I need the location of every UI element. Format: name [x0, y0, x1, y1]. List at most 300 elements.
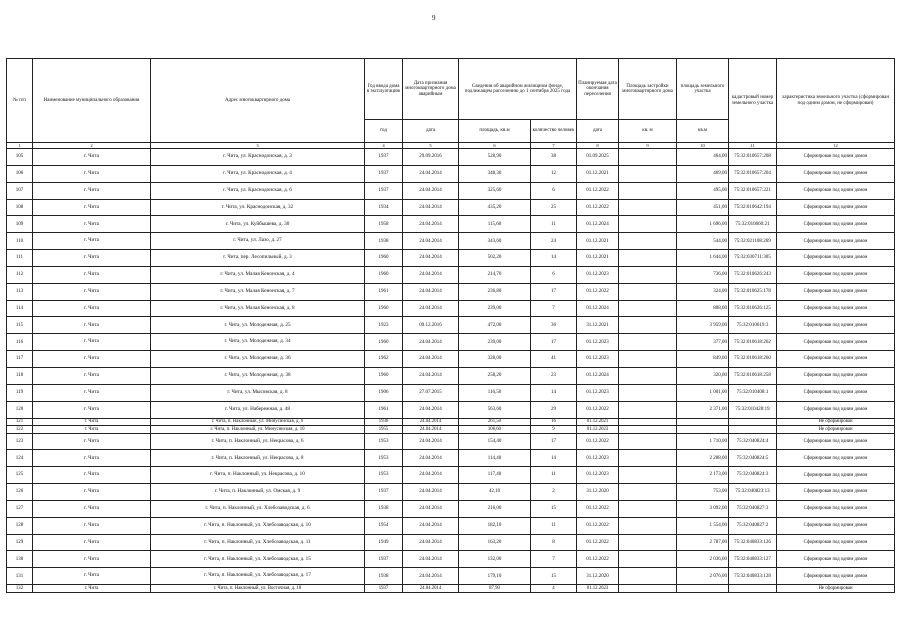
row-date-emergency: 24.04.2014	[403, 351, 459, 368]
row-people: 9	[531, 426, 577, 434]
row-plan-date: 01.12.2022	[577, 534, 619, 551]
table-row	[7, 216, 895, 233]
row-address: г. Чита, п. Наклонный, ул. Хлебозаводская, д. 10	[151, 517, 365, 534]
row-building-area	[619, 367, 677, 384]
row-characteristic: Не сформирован	[777, 418, 895, 426]
row-land-area: 849,00	[677, 351, 729, 368]
row-land-area: 1 696,00	[677, 216, 729, 233]
row-area: 114,40	[459, 450, 531, 467]
row-building-area	[619, 334, 677, 351]
row-address: г. Чита, ул. Молодежная, д. 38	[151, 367, 365, 384]
row-cadastral: 75:32:010618:260	[729, 351, 777, 368]
row-address: г. Чита, п. Наклонный, ул. Хлебозаводская, д. 6	[151, 500, 365, 517]
row-municipality: г. Чита	[33, 450, 151, 467]
table-row	[7, 351, 895, 368]
row-area: 563,60	[459, 401, 531, 418]
row-area: 239,00	[459, 300, 531, 317]
row-characteristic: Сформирован под одним домом	[777, 165, 895, 182]
row-plan-date: 01.12.2022	[577, 401, 619, 418]
row-date-emergency: 24.04.2014	[403, 433, 459, 450]
row-date-emergency: 24.04.2014	[403, 450, 459, 467]
row-building-area	[619, 426, 677, 434]
row-year-built: 1937	[365, 149, 403, 166]
row-year-built: 1960	[365, 367, 403, 384]
row-cadastral: 75:32:010625:178	[729, 283, 777, 300]
row-plan-date: 01.12.2021	[577, 418, 619, 426]
row-people: 14	[531, 450, 577, 467]
table-row	[7, 250, 895, 267]
column-number: 7	[531, 143, 577, 149]
row-land-area: 1 644,00	[677, 250, 729, 267]
row-date-emergency: 27.07.2015	[403, 384, 459, 401]
column-number: 10	[677, 143, 729, 149]
row-characteristic: Не сформирован	[777, 585, 895, 593]
row-characteristic: Сформирован под одним домом	[777, 568, 895, 585]
row-area: 261,50	[459, 418, 531, 426]
row-year-built: 1937	[365, 165, 403, 182]
header-address: Адрес многоквартирного дома	[151, 59, 365, 143]
row-municipality: г. Чита	[33, 351, 151, 368]
row-number: 107	[7, 182, 33, 199]
row-people: 7	[531, 551, 577, 568]
header-building-area: Площадь застройки многоквартирного дома	[619, 59, 677, 120]
row-people: 24	[531, 233, 577, 250]
row-year-built: 1961	[365, 283, 403, 300]
row-building-area	[619, 182, 677, 199]
row-land-area: 469,00	[677, 165, 729, 182]
row-plan-date: 01.12.2023	[577, 266, 619, 283]
row-date-emergency: 24.04.2014	[403, 401, 459, 418]
row-year-built: 1937	[365, 585, 403, 593]
row-address: г. Чита, ул. Малая Кенонская, д. 7	[151, 283, 365, 300]
column-number: 5	[403, 143, 459, 149]
page-number: 9	[432, 14, 436, 22]
row-date-emergency: 24.04.2014	[403, 534, 459, 551]
row-number: 109	[7, 216, 33, 233]
row-land-area: 736,00	[677, 266, 729, 283]
row-building-area	[619, 384, 677, 401]
row-municipality: г. Чита	[33, 401, 151, 418]
row-municipality: г. Чита	[33, 534, 151, 551]
column-number: 8	[577, 143, 619, 149]
row-area: 154,40	[459, 433, 531, 450]
row-characteristic: Сформирован под одним домом	[777, 300, 895, 317]
row-year-built: 1953	[365, 450, 403, 467]
table-row	[7, 484, 895, 501]
row-building-area	[619, 266, 677, 283]
row-municipality: г. Чита	[33, 182, 151, 199]
row-plan-date: 01.09.2025	[577, 149, 619, 166]
header-municipality: Наименование муниципального образования	[33, 59, 151, 143]
row-address: г. Чита, ул. Молодежная, д. 34	[151, 334, 365, 351]
row-area: 258,20	[459, 367, 531, 384]
row-plan-date: 01.12.2023	[577, 426, 619, 434]
row-building-area	[619, 534, 677, 551]
row-characteristic: Сформирован под одним домом	[777, 233, 895, 250]
row-people: 17	[531, 334, 577, 351]
table-row	[7, 568, 895, 585]
row-plan-date: 01.12.2022	[577, 182, 619, 199]
header-planned-date: Планируемая дата окончания переселения	[577, 59, 619, 120]
row-address: г. Чита, ул. Малая Кенонская, д. 8	[151, 300, 365, 317]
row-year-built: 1953	[365, 433, 403, 450]
row-people: 11	[531, 517, 577, 534]
row-people: 6	[531, 266, 577, 283]
table-row	[7, 165, 895, 182]
row-number: 117	[7, 351, 33, 368]
header-characteristic: характеристика земельного участка (сформирован под одним домом, не сформирован)	[777, 59, 895, 143]
row-land-area: 2 036,00	[677, 551, 729, 568]
subheader-plan-date: дата	[577, 120, 619, 143]
table-row	[7, 534, 895, 551]
row-building-area	[619, 199, 677, 216]
row-area: 343,60	[459, 233, 531, 250]
subheader-year: год	[365, 120, 403, 143]
row-land-area: 320,00	[677, 367, 729, 384]
row-land-area: 753,00	[677, 484, 729, 501]
row-people: 6	[531, 182, 577, 199]
row-address: г. Чита, п. Наклонный, ул. Хлебозаводская, д. 11	[151, 534, 365, 551]
row-address: г. Чита, п. Наклонный, ул. Минусинская, д. 6	[151, 418, 365, 426]
row-number: 110	[7, 233, 33, 250]
column-number: 2	[33, 143, 151, 149]
table-row	[7, 585, 895, 593]
subheader-people: количество человек	[531, 120, 577, 143]
row-people: 2	[531, 484, 577, 501]
row-area: 214,70	[459, 266, 531, 283]
row-plan-date: 01.12.2024	[577, 367, 619, 384]
row-number: 106	[7, 165, 33, 182]
column-number: 11	[729, 143, 777, 149]
row-year-built: 1938	[365, 568, 403, 585]
row-characteristic: Сформирован под одним домом	[777, 149, 895, 166]
row-area: 42,10	[459, 484, 531, 501]
row-people: 36	[531, 317, 577, 334]
subheader-sqm-land: кв.м	[677, 120, 729, 143]
row-municipality: г. Чита	[33, 149, 151, 166]
row-municipality: г. Чита	[33, 216, 151, 233]
row-building-area	[619, 401, 677, 418]
row-cadastral	[729, 418, 777, 426]
row-municipality: г. Чита	[33, 433, 151, 450]
row-people: 15	[531, 568, 577, 585]
row-municipality: г. Чита	[33, 551, 151, 568]
row-building-area	[619, 351, 677, 368]
row-plan-date: 01.12.2023	[577, 384, 619, 401]
row-number: 127	[7, 500, 33, 517]
row-municipality: г. Чита	[33, 283, 151, 300]
row-people: 17	[531, 283, 577, 300]
row-plan-date: 01.12.2023	[577, 450, 619, 467]
table-row	[7, 266, 895, 283]
row-date-emergency: 24.04.2014	[403, 250, 459, 267]
row-address: г. Чита, пер. Лесопильный, д. 3	[151, 250, 365, 267]
row-address: г. Чита, ул. Молодежная, д. 25	[151, 317, 365, 334]
row-number: 132	[7, 585, 33, 593]
row-date-emergency: 24.04.2014	[403, 500, 459, 517]
row-characteristic: Сформирован под одним домом	[777, 467, 895, 484]
row-municipality: г. Чита	[33, 418, 151, 426]
row-date-emergency: 24.04.2014	[403, 182, 459, 199]
row-year-built: 1934	[365, 199, 403, 216]
row-people: 23	[531, 367, 577, 384]
row-area: 117,40	[459, 467, 531, 484]
row-cadastral: 75:32:040833:128	[729, 568, 777, 585]
row-year-built: 1936	[365, 418, 403, 426]
row-municipality: г. Чита	[33, 384, 151, 401]
row-year-built: 1938	[365, 500, 403, 517]
row-plan-date: 01.12.2021	[577, 250, 619, 267]
row-date-emergency: 24.04.2014	[403, 199, 459, 216]
row-land-area: 2 173,00	[677, 467, 729, 484]
row-cadastral: 75:32:040824:4	[729, 433, 777, 450]
row-building-area	[619, 585, 677, 593]
row-address: г. Чита, ул. Мысовская, д. 8	[151, 384, 365, 401]
row-area: 216,00	[459, 500, 531, 517]
row-cadastral: 75:32:040827:3	[729, 500, 777, 517]
row-year-built: 1961	[365, 401, 403, 418]
row-address: г. Чита, ул. Лазо, д. 27	[151, 233, 365, 250]
row-plan-date: 01.12.2022	[577, 283, 619, 300]
row-characteristic: Сформирован под одним домом	[777, 199, 895, 216]
row-municipality: г. Чита	[33, 484, 151, 501]
row-characteristic: Сформирован под одним домом	[777, 517, 895, 534]
row-building-area	[619, 233, 677, 250]
row-cadastral: 75:32:040824:3	[729, 467, 777, 484]
row-plan-date: 31.12.2020	[577, 484, 619, 501]
row-area: 182,10	[459, 517, 531, 534]
row-year-built: 1960	[365, 334, 403, 351]
column-number: 6	[459, 143, 531, 149]
row-land-area: 324,00	[677, 283, 729, 300]
row-year-built: 1938	[365, 233, 403, 250]
row-characteristic: Сформирован под одним домом	[777, 384, 895, 401]
row-municipality: г. Чита	[33, 266, 151, 283]
row-characteristic: Сформирован под одним домом	[777, 551, 895, 568]
header-num: № п/п	[7, 59, 33, 143]
row-land-area: 1 554,00	[677, 517, 729, 534]
row-municipality: г. Чита	[33, 250, 151, 267]
row-people: 11	[531, 216, 577, 233]
row-building-area	[619, 216, 677, 233]
row-people: 8	[531, 534, 577, 551]
row-address: г. Чита, ул. Малая Кенонская, д. 4	[151, 266, 365, 283]
row-people: 41	[531, 351, 577, 368]
row-plan-date: 31.12.2021	[577, 317, 619, 334]
row-cadastral: 75:32:010642:194	[729, 199, 777, 216]
row-number: 122	[7, 426, 33, 434]
row-municipality: г. Чита	[33, 585, 151, 593]
row-number: 116	[7, 334, 33, 351]
row-people: 14	[531, 384, 577, 401]
row-date-emergency: 29.09.2016	[403, 149, 459, 166]
row-date-emergency: 24.04.2014	[403, 585, 459, 593]
row-building-area	[619, 300, 677, 317]
row-number: 130	[7, 551, 33, 568]
row-number: 112	[7, 266, 33, 283]
header-resettle-info: Сведения об аварийном жилищном фонде, подлежащем расселению до 1 сентября 2025 года	[459, 59, 577, 120]
row-date-emergency: 24.04.2014	[403, 266, 459, 283]
row-year-built: 1962	[365, 351, 403, 368]
row-number: 113	[7, 283, 33, 300]
row-building-area	[619, 149, 677, 166]
row-area: 325,60	[459, 182, 531, 199]
table-row	[7, 283, 895, 300]
row-address: г. Чита, ул. Набережная, д. 48	[151, 401, 365, 418]
row-building-area	[619, 500, 677, 517]
row-date-emergency: 24.04.2014	[403, 568, 459, 585]
row-cadastral: 75:32:040833:126	[729, 534, 777, 551]
row-address: г. Чита, п. Наклонный, ул. Хлебозаводская, д. 15	[151, 551, 365, 568]
subheader-sqm: кв. м	[619, 120, 677, 143]
row-cadastral: 75:32:030711:305	[729, 250, 777, 267]
table-row	[7, 551, 895, 568]
row-building-area	[619, 517, 677, 534]
row-building-area	[619, 551, 677, 568]
table-row	[7, 450, 895, 467]
row-area: 163,20	[459, 534, 531, 551]
row-land-area: 451,00	[677, 199, 729, 216]
header-cadastral: кадастровый номер земельного участка	[729, 59, 777, 143]
row-municipality: г. Чита	[33, 300, 151, 317]
row-municipality: г. Чита	[33, 568, 151, 585]
row-people: 17	[531, 433, 577, 450]
row-plan-date: 01.12.2022	[577, 199, 619, 216]
row-land-area: 3 959,00	[677, 317, 729, 334]
column-number: 3	[151, 143, 365, 149]
row-plan-date: 01.12.2024	[577, 300, 619, 317]
row-year-built: 1960	[365, 266, 403, 283]
row-cadastral	[729, 426, 777, 434]
row-number: 121	[7, 418, 33, 426]
row-building-area	[619, 467, 677, 484]
row-building-area	[619, 283, 677, 300]
row-plan-date: 31.12.2020	[577, 568, 619, 585]
row-address: г. Чита, п. Наклонный, ул. Некрасова, д. 8	[151, 450, 365, 467]
row-year-built: 1954	[365, 517, 403, 534]
table-row	[7, 233, 895, 250]
row-characteristic: Сформирован под одним домом	[777, 433, 895, 450]
row-municipality: г. Чита	[33, 199, 151, 216]
row-date-emergency: 24.04.2014	[403, 334, 459, 351]
row-people: 4	[531, 585, 577, 593]
row-number: 128	[7, 517, 33, 534]
table-row	[7, 317, 895, 334]
row-land-area: 464,00	[677, 149, 729, 166]
row-address: г. Чита, п. Наклонный, ул. Омская, д. 9	[151, 484, 365, 501]
row-address: г. Чита, п. Наклонный, ул. Минусинская, д. 10	[151, 426, 365, 434]
table-row	[7, 517, 895, 534]
row-area: 87,90	[459, 585, 531, 593]
row-land-area: 544,00	[677, 233, 729, 250]
subheader-area: площадь, кв.м	[459, 120, 531, 143]
row-cadastral: 75:32:040823:13	[729, 484, 777, 501]
row-characteristic: Сформирован под одним домом	[777, 484, 895, 501]
row-land-area: 2 371,00	[677, 401, 729, 418]
row-area: 348,30	[459, 165, 531, 182]
row-land-area	[677, 585, 729, 593]
row-cadastral: 75:32:010619:3	[729, 317, 777, 334]
row-cadastral: 75:32:010626:125	[729, 300, 777, 317]
row-building-area	[619, 317, 677, 334]
row-address: г. Чита, ул. Краснодонская, д. 4	[151, 165, 365, 182]
header-land-area: площадь земельного участка	[677, 59, 729, 120]
row-plan-date: 01.12.2021	[577, 165, 619, 182]
row-year-built: 1953	[365, 467, 403, 484]
row-number: 131	[7, 568, 33, 585]
row-date-emergency: 09.12.2016	[403, 317, 459, 334]
row-year-built: 1958	[365, 216, 403, 233]
row-cadastral: 75:32:010657:208	[729, 149, 777, 166]
row-area: 528,90	[459, 149, 531, 166]
row-cadastral: 75:32:010618:258	[729, 367, 777, 384]
row-cadastral	[729, 585, 777, 593]
row-cadastral: 75:32:010428:19	[729, 401, 777, 418]
row-people: 25	[531, 199, 577, 216]
row-area: 106,60	[459, 426, 531, 434]
row-characteristic: Сформирован под одним домом	[777, 401, 895, 418]
row-people: 15	[531, 500, 577, 517]
row-area: 116,50	[459, 384, 531, 401]
row-people: 29	[531, 401, 577, 418]
row-characteristic: Сформирован под одним домом	[777, 283, 895, 300]
row-date-emergency: 24.04.2014	[403, 216, 459, 233]
row-cadastral: 75:32:040833:127	[729, 551, 777, 568]
column-number: 12	[777, 143, 895, 149]
row-number: 111	[7, 250, 33, 267]
row-cadastral: 75:32:040824:5	[729, 450, 777, 467]
row-cadastral: 75:32:010618:262	[729, 334, 777, 351]
row-building-area	[619, 250, 677, 267]
row-address: г. Чита, ул. Краснодонская, д. 6	[151, 182, 365, 199]
row-characteristic: Сформирован под одним домом	[777, 500, 895, 517]
row-cadastral: 75:32:010408:1	[729, 384, 777, 401]
row-plan-date: 01.12.2022	[577, 551, 619, 568]
row-address: г. Чита, п. Наклонный, ул. Некрасова, д. 6	[151, 433, 365, 450]
table-row	[7, 300, 895, 317]
row-characteristic: Сформирован под одним домом	[777, 534, 895, 551]
row-date-emergency: 24.04.2014	[403, 418, 459, 426]
row-year-built: 1937	[365, 182, 403, 199]
table-row	[7, 500, 895, 517]
row-characteristic: Сформирован под одним домом	[777, 250, 895, 267]
row-date-emergency: 24.04.2014	[403, 233, 459, 250]
row-municipality: г. Чита	[33, 165, 151, 182]
row-cadastral: 75:32:010657:221	[729, 182, 777, 199]
row-land-area: 808,00	[677, 300, 729, 317]
row-area: 239,00	[459, 334, 531, 351]
row-municipality: г. Чита	[33, 467, 151, 484]
row-building-area	[619, 484, 677, 501]
row-address: г. Чита, ул. Краснодонская, д. 3	[151, 149, 365, 166]
row-building-area	[619, 450, 677, 467]
table-row	[7, 384, 895, 401]
row-cadastral: 75:32:021108:269	[729, 233, 777, 250]
row-address: г. Чита, ул. Краснодонская, д. 32	[151, 199, 365, 216]
row-municipality: г. Чита	[33, 233, 151, 250]
row-area: 435,20	[459, 199, 531, 216]
row-area: 236,80	[459, 283, 531, 300]
row-area: 179,10	[459, 568, 531, 585]
row-municipality: г. Чита	[33, 517, 151, 534]
row-characteristic: Сформирован под одним домом	[777, 450, 895, 467]
column-number: 1	[7, 143, 33, 149]
row-land-area: 2 076,00	[677, 568, 729, 585]
row-cadastral: 75:32:010660:21	[729, 216, 777, 233]
row-number: 126	[7, 484, 33, 501]
row-cadastral: 75:32:010626:243	[729, 266, 777, 283]
row-land-area: 377,00	[677, 334, 729, 351]
